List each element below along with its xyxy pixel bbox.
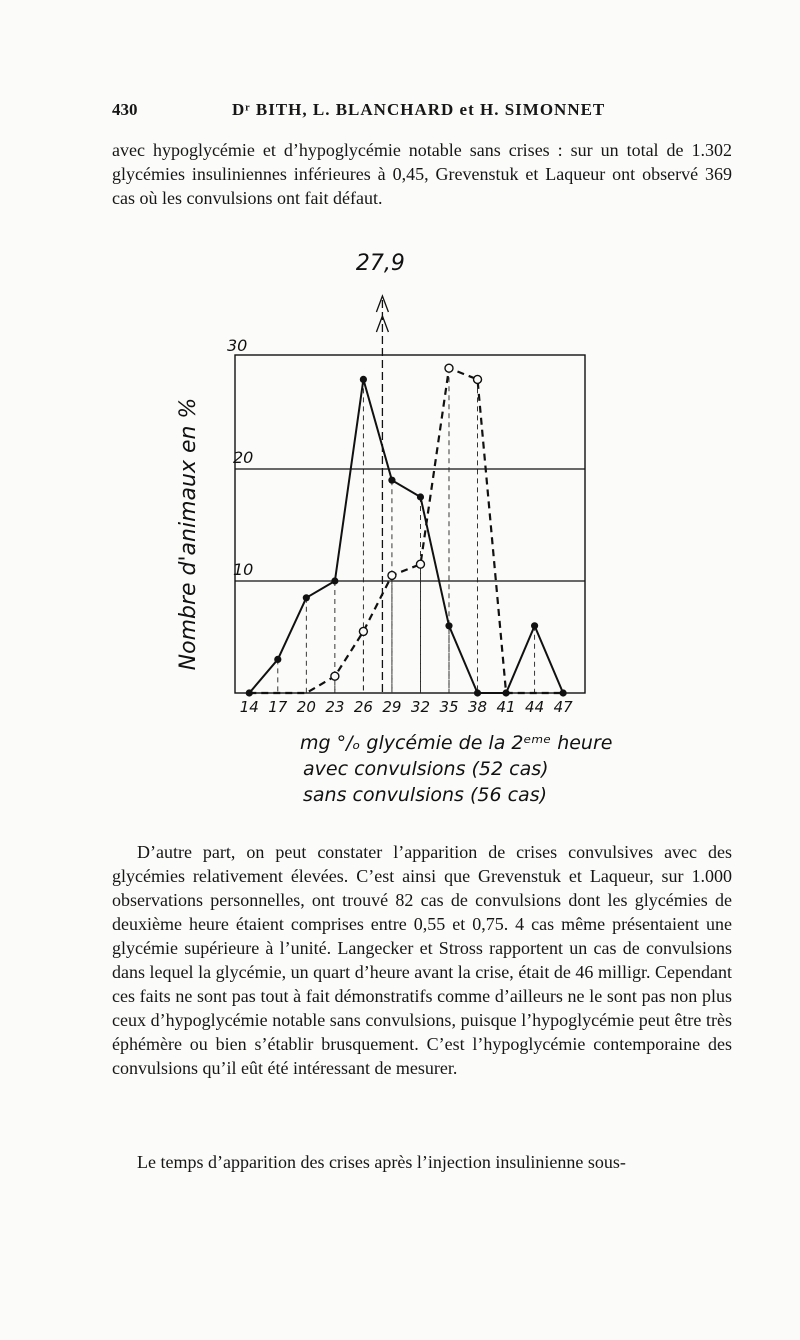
x-tick-label: 29 xyxy=(382,698,402,716)
y-tick-label: 30 xyxy=(227,336,248,355)
chart-caption xyxy=(300,730,640,808)
glycemia-chart xyxy=(170,240,610,720)
data-point-with-convulsions xyxy=(274,656,281,663)
data-point-with-convulsions xyxy=(303,594,310,601)
x-tick-label: 44 xyxy=(525,698,545,716)
data-point-with-convulsions xyxy=(445,622,452,629)
series-line-without-convulsions xyxy=(249,368,563,693)
paragraph-3: Le temps d’apparition des crises après l’injection insulinienne sous- xyxy=(137,1152,626,1172)
data-point-with-convulsions xyxy=(331,577,338,584)
page-number: 430 xyxy=(112,100,138,119)
x-tick-label: 23 xyxy=(325,698,345,716)
data-point-without-convulsions xyxy=(359,627,367,635)
y-tick-label: 10 xyxy=(233,560,254,579)
caption-line-1: mg °/ₒ glycémie de la 2ᵉᵐᵉ heure xyxy=(300,732,613,754)
x-tick-label: 17 xyxy=(268,698,288,716)
x-tick-label: 14 xyxy=(239,698,259,716)
data-point-with-convulsions xyxy=(388,477,395,484)
x-tick-label: 47 xyxy=(553,698,573,716)
x-tick-label: 35 xyxy=(439,698,459,716)
data-point-with-convulsions xyxy=(417,493,424,500)
series-line-with-convulsions xyxy=(249,379,563,693)
data-point-with-convulsions xyxy=(474,689,481,696)
paragraph-2: D’autre part, on peut constater l’apparition de crises convulsives avec des glycémies relativement élevées. C’est ainsi que Grevenstuk et Laqueur, sur 1.000 observations personnelles, ont trouvé 82 cas de convulsions dont les glycémies de deuxième heure étaient comprises entre 0,55 et 0,75. 4 cas même présentaient une glycémie supérieure à l’unité. Langecker et Stross rapportent un cas de convulsions dans lequel la glycémie, un quart d’heure avant la crise, était de 46 milligr. Cependant ces faits ne sont pas tout à fait démonstratifs comme d’ailleurs ne le sont pas non plus ceux d’hypoglycémie notable sans convulsions, puisque l’hypoglycémie peut être très éphémère ou bien s’établir brusquement. C’est l’hypoglycémie contemporaine des convulsions qu’il eût été intéressant de mesurer. xyxy=(112,842,732,1078)
x-tick-label: 32 xyxy=(410,698,431,716)
x-tick-label: 26 xyxy=(353,698,373,716)
paragraph-1: avec hypoglycémie et d’hypoglycémie notable sans crises : sur un total de 1.302 glycémies insuliniennes inférieures à 0,45, Grevenstuk et Laqueur ont observé 369 cas où les convulsions ont fait défaut. xyxy=(112,140,732,208)
y-tick-label: 20 xyxy=(233,448,254,467)
glycemia-chart-figure xyxy=(170,240,610,720)
x-tick-label: 38 xyxy=(467,698,488,716)
x-tick-label: 20 xyxy=(296,698,316,716)
y-axis-label: Nombre d'animaux en % xyxy=(176,397,201,671)
data-point-without-convulsions xyxy=(388,571,396,579)
x-tick-label: 41 xyxy=(496,698,516,716)
data-point-with-convulsions xyxy=(531,622,538,629)
plot-frame xyxy=(235,355,585,693)
data-point-with-convulsions xyxy=(360,376,367,383)
page-header xyxy=(112,100,742,124)
data-point-without-convulsions xyxy=(416,560,424,568)
caption-line-3: sans convulsions (56 cas) xyxy=(303,784,548,806)
data-point-without-convulsions xyxy=(445,364,453,372)
data-point-without-convulsions xyxy=(331,672,339,680)
marker-value-label: 27,9 xyxy=(355,251,405,276)
data-point-without-convulsions xyxy=(474,375,482,383)
caption-line-2: avec convulsions (52 cas) xyxy=(303,758,549,780)
running-head: Dʳ BITH, L. BLANCHARD et H. SIMONNET xyxy=(232,100,606,119)
